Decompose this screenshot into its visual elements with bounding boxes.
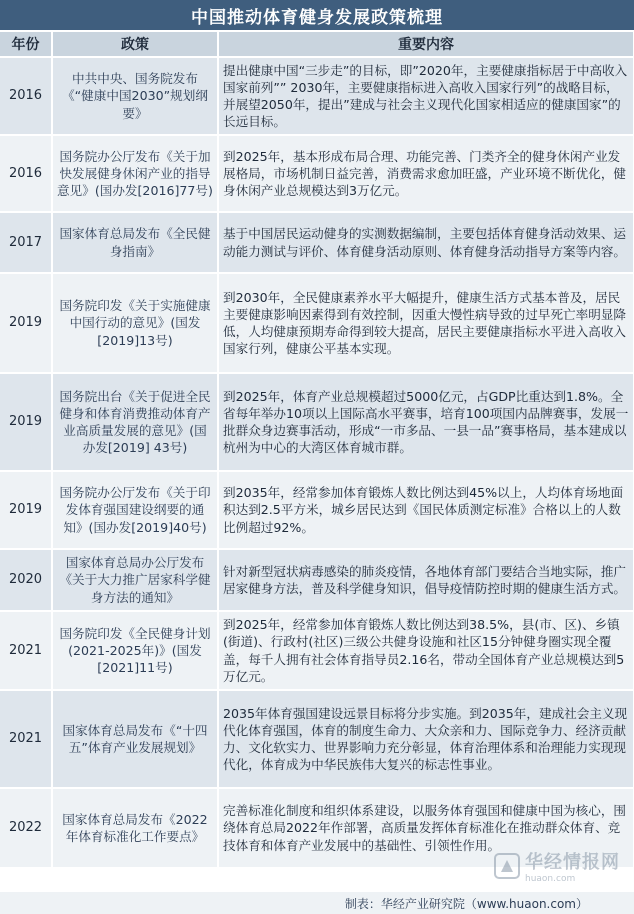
header-policy: 政策 — [52, 32, 218, 57]
row-policy: 国家体育总局发布《“十四五”体育产业发展规划》 — [52, 690, 218, 788]
row-policy: 国家体育总局发布《2022年体育标准化工作要点》 — [52, 788, 218, 868]
header-year: 年份 — [0, 32, 52, 57]
table-row — [0, 690, 634, 788]
watermark-text — [525, 848, 620, 884]
table-row — [0, 212, 634, 273]
table-row — [0, 611, 634, 690]
row-policy: 国家体育总局发布《全民健身指南》 — [52, 212, 218, 273]
source-note: 制表：华经产业研究院（www.huaon.com） — [344, 896, 588, 911]
row-year: 2016 — [0, 135, 52, 212]
row-content: 到2035年，经常参加体育锻炼人数比例达到45%以上，人均体育场地面积达到2.5平方米，城乡居民达到《国民体质测定标准》合格以上的人数比例超过92%。 — [218, 471, 634, 549]
table-row — [0, 273, 634, 373]
table-row — [0, 135, 634, 212]
row-year: 2017 — [0, 212, 52, 273]
row-policy: 国家体育总局办公厅发布《关于大力推广居家科学健身方法的通知》 — [52, 549, 218, 611]
header-content: 重要内容 — [218, 32, 634, 57]
policy-table — [0, 32, 634, 869]
row-year: 2022 — [0, 788, 52, 868]
watermark-brand: 华经情报网 — [525, 852, 620, 873]
row-content: 针对新型冠状病毒感染的肺炎疫情，各地体育部门要结合当地实际，推广居家健身方法，普及科学健身知识，倡导疫情防控时期的健康生活方式。 — [218, 549, 634, 611]
row-content: 到2025年，体育产业总规模超过5000亿元，占GDP比重达到1.8%。全省每年举办10项以上国际高水平赛事，培育100项国内品牌赛事，发展一批群众身边赛事活动，形成“一市多品、一县一品”赛事格局，基本建成以杭州为中心的大湾区体育城市群。 — [218, 373, 634, 471]
row-year: 2019 — [0, 471, 52, 549]
row-year: 2016 — [0, 57, 52, 135]
row-content: 完善标准化制度和组织体系建设，以服务体育强国和健康中国为核心，围绕体育总局2022年作部署，高质量发挥体育标准化在推动群众体育、竞技体育和体育产业发展中的基础性、引领性作用。 — [218, 788, 634, 868]
row-year: 2019 — [0, 273, 52, 373]
page-title: 中国推动体育健身发展政策梳理 — [0, 0, 634, 32]
table-row — [0, 549, 634, 611]
brand-logo-icon — [493, 852, 521, 880]
watermark — [493, 848, 620, 884]
row-content: 基于中国居民运动健身的实测数据编制，主要包括体育健身活动效果、运动能力测试与评价、体育健身活动原则、体育健身活动指导方案等内容。 — [218, 212, 634, 273]
row-year: 2019 — [0, 373, 52, 471]
table-row — [0, 57, 634, 135]
watermark-url: huaon.com — [525, 874, 576, 884]
row-policy: 国务院办公厅发布《关于印发体育强国建设纲要的通知》(国办发[2019]40号) — [52, 471, 218, 549]
table-row — [0, 471, 634, 549]
row-policy: 国务院印发《关于实施健康中国行动的意见》(国发[2019]13号) — [52, 273, 218, 373]
row-policy: 国务院出台《关于促进全民健身和体育消费推动体育产业高质量发展的意见》(国办发[2019] 43号) — [52, 373, 218, 471]
row-content: 到2025年，基本形成布局合理、功能完善、门类齐全的健身休闲产业发展格局，市场机制日益完善，消费需求愈加旺盛，产业环境不断优化，健身休闲产业总规模达到3万亿元。 — [218, 135, 634, 212]
table-header-row — [0, 32, 634, 57]
row-policy: 国务院印发《全民健身计划(2021-2025年)》(国发[2021]11号) — [52, 611, 218, 690]
row-year: 2020 — [0, 549, 52, 611]
row-year: 2021 — [0, 690, 52, 788]
row-content: 到2030年，全民健康素养水平大幅提升，健康生活方式基本普及，居民主要健康影响因素得到有效控制，因重大慢性病导致的过早死亡率明显降低，人均健康预期寿命得到较大提高，居民主要健康指标水平进入高收入国家行列，健康公平基本实现。 — [218, 273, 634, 373]
row-policy: 国务院办公厅发布《关于加快发展健身休闲产业的指导意见》(国办发[2016]77号) — [52, 135, 218, 212]
row-content: 到2025年，经常参加体育锻炼人数比例达到38.5%，县(市、区)、乡镇(街道)、行政村(社区)三级公共健身设施和社区15分钟健身圈实现全覆盖，每千人拥有社会体育指导员2.16名，带动全国体育产业总规模达到5万亿元。 — [218, 611, 634, 690]
source-footer — [0, 892, 634, 914]
row-content: 2035年体育强国建设远景目标将分步实施。到2035年，建成社会主义现代化体育强国，体育的制度生命力、大众亲和力、国际竞争力、经济贡献力、文化软实力、世界影响力充分彰显，体育治理体系和治理能力实现现代化，体育成为中华民族伟大复兴的标志性事业。 — [218, 690, 634, 788]
row-content: 提出健康中国“三步走”的目标，即”2020年，主要健康指标居于中高收入国家前列”” 2030年，主要健康指标进入高收入国家行列”的战略目标，并展望2050年，提出”建成与社会主义现代化国家相适应的健康国家”的长远目标。 — [218, 57, 634, 135]
row-year: 2021 — [0, 611, 52, 690]
row-policy: 中共中央、国务院发布《“健康中国2030”规划纲要》 — [52, 57, 218, 135]
table-row — [0, 373, 634, 471]
